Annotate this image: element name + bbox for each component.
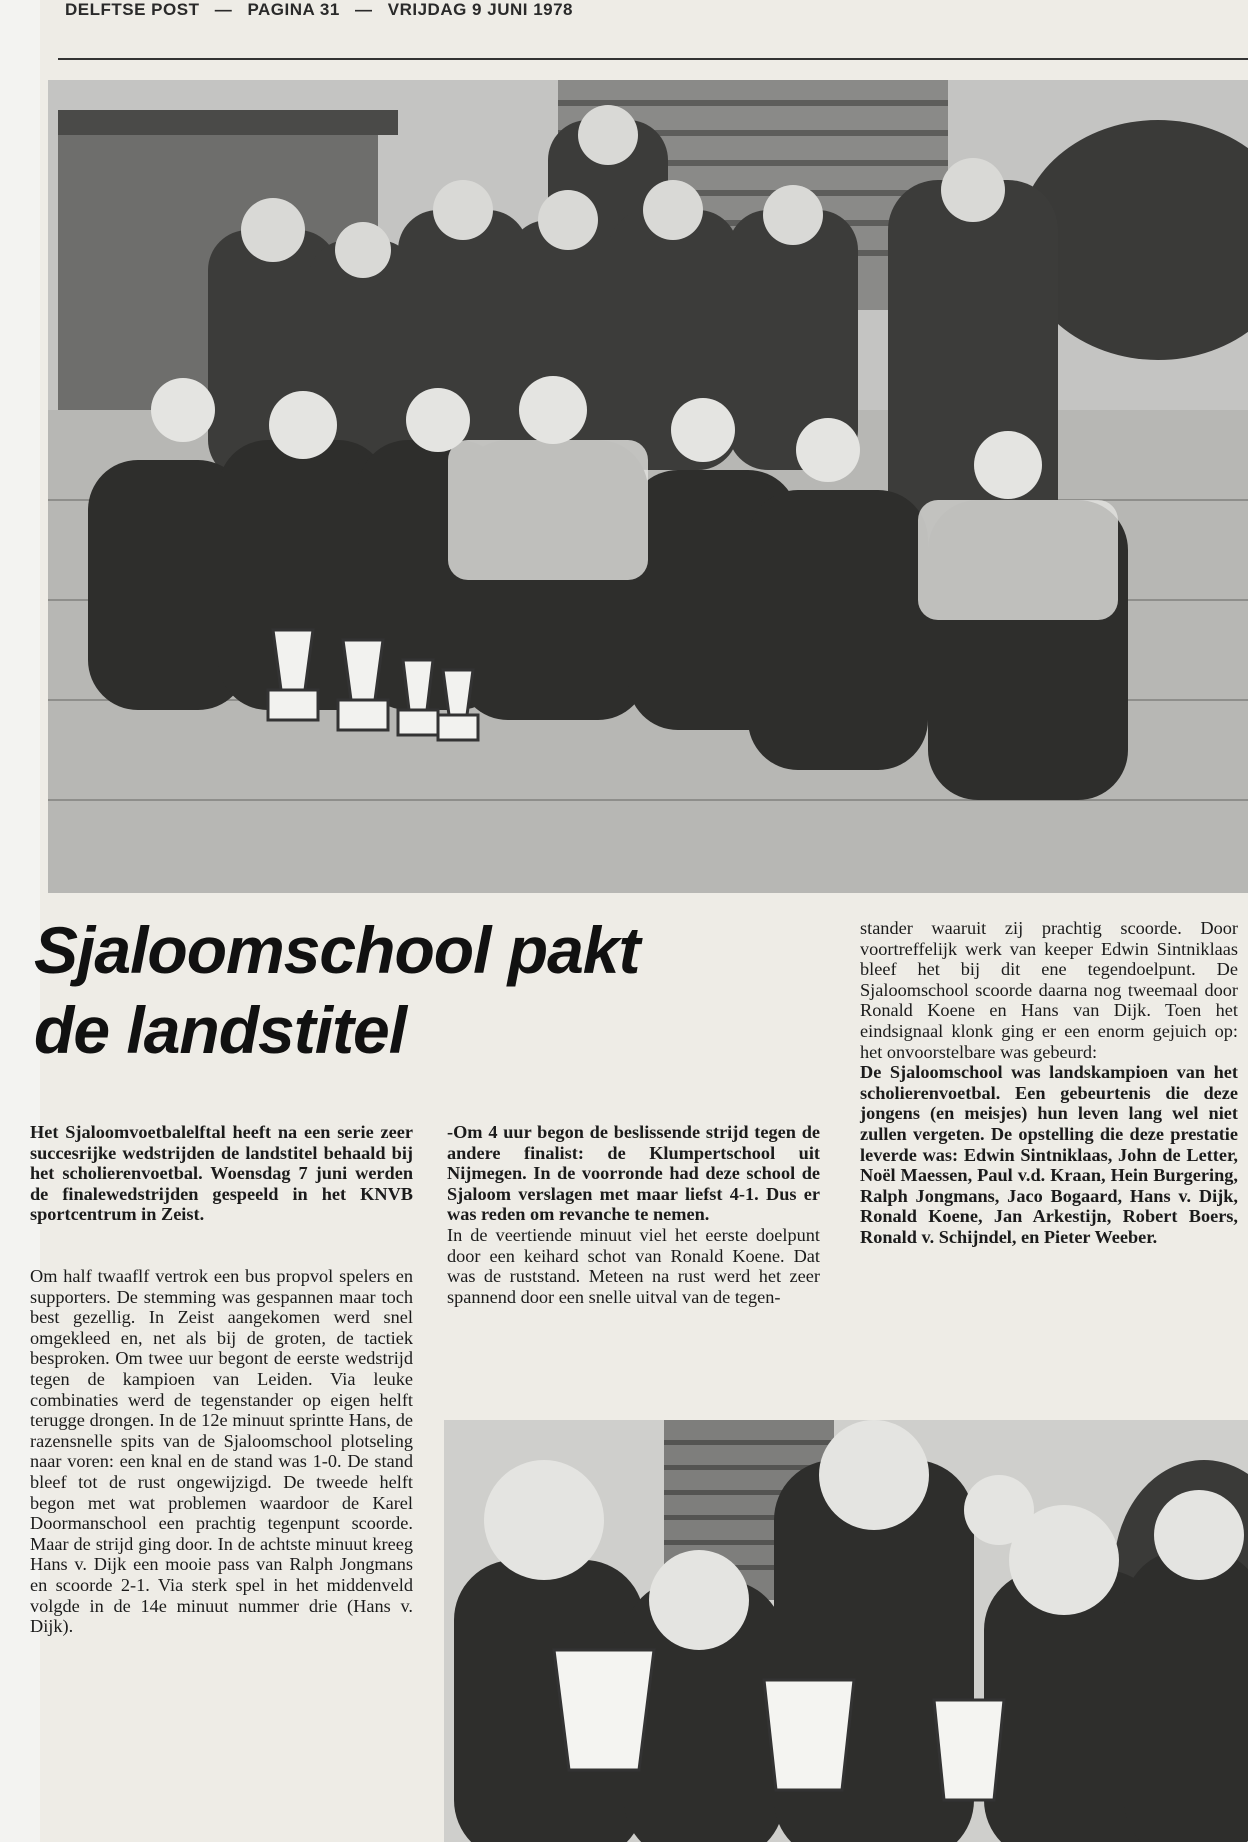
trophy-photo	[444, 1420, 1248, 1842]
issue-date: VRIJDAG 9 JUNI 1978	[387, 0, 574, 19]
article-paragraph: stander waaruit zij prachtig scoorde. Door voortreffelijk werk van keeper Edwin Sintniklaas bleef het bij dit ene tegendoelpunt. De Sjaloomschool scoorde daarna nog tweemaal door Ronald Koene en Hans van Dijk. Toen het eindsignaal klonk ging er een enorm gejuich op: het onvoorstelbare was gebeurd:	[860, 918, 1238, 1062]
article-paragraph: Om half twaaflf vertrok een bus propvol spelers en supporters. De stemming was gespannen maar toch best gezellig. In Zeist aangekomen werd snel omgekleed en, net als bij de groten, de tactiek besproken. Om twee uur begont de eerste wedstrijd tegen de kampioen van Leiden. Via leuke combinaties werd de tegenstander op eigen helft terugge drongen. In de 12e minuut sprintte Hans, de razensnelle spits van de Sjaloomschool plotseling naar voren: een knal en de stand was 1-0. De stand bleef tot de rust ongewijzigd. De tweede helft begon met wat problemen waardoor de Karel Doormanschool een prachtig tegenpunt scoorde. Maar de strijd ging door. In de achtste minuut kreeg Hans v. Dijk een mooie pass van Ralph Jongmans en scoorde 2-1. Via sterk spel in het middenveld volgde in de 14e minuut nummer drie (Hans v. Dijk).	[30, 1266, 413, 1637]
headline-line-1: Sjaloomschool pakt	[34, 913, 640, 987]
article-column-3	[860, 918, 1238, 1248]
header-rule	[58, 58, 1248, 60]
article-paragraph: In de veertiende minuut viel het eerste doelpunt door een keihard schot van Ronald Koene. Dat was de ruststand. Meteen na rust werd het zeer spannend door een snelle uitval van de tegen-	[447, 1224, 820, 1307]
article-column-1	[30, 1122, 413, 1225]
header-separator: —	[214, 0, 233, 19]
article-headline	[34, 910, 674, 1070]
team-photo	[48, 80, 1248, 893]
article-column-1-body	[30, 1266, 413, 1637]
header-separator: —	[355, 0, 373, 19]
page-number: PAGINA 31	[247, 0, 340, 19]
article-column-2	[447, 1122, 820, 1307]
article-paragraph-bold: -Om 4 uur begon de beslissende strijd tegen de andere finalist: de Klumpertschool uit Nijmegen. In de voorronde had deze school de Sjaloom verslagen met maar liefst 4-1. Dus er was reden om revanche te nemen.	[447, 1122, 820, 1225]
headline-line-2: de landstitel	[34, 993, 407, 1067]
page-header	[65, 0, 583, 26]
article-paragraph-bold: De Sjaloomschool was landskampioen van het scholierenvoetbal. Een gebeurtenis die deze jongens (en meisjes) hun leven lang wel niet zullen vergeten. De opstelling die deze prestatie leverde was: Edwin Sintniklaas, John de Letter, Noël Maessen, Paul v.d. Kraan, Hein Burgering, Ralph Jongmans, Jaco Bogaard, Hans v. Dijk, Ronald Koene, Jan Arkestijn, Robert Boers, Ronald v. Schijndel, en Pieter Weeber.	[860, 1062, 1238, 1247]
newspaper-name: DELFTSE POST	[65, 0, 200, 19]
article-intro: Het Sjaloomvoetbalelftal heeft na een serie zeer succesrijke wedstrijden de landstitel behaald bij het scholierenvoetbal. Woensdag 7 juni werden de finalewedstrijden gespeeld in het KNVB sportcentrum in Zeist.	[30, 1122, 413, 1225]
